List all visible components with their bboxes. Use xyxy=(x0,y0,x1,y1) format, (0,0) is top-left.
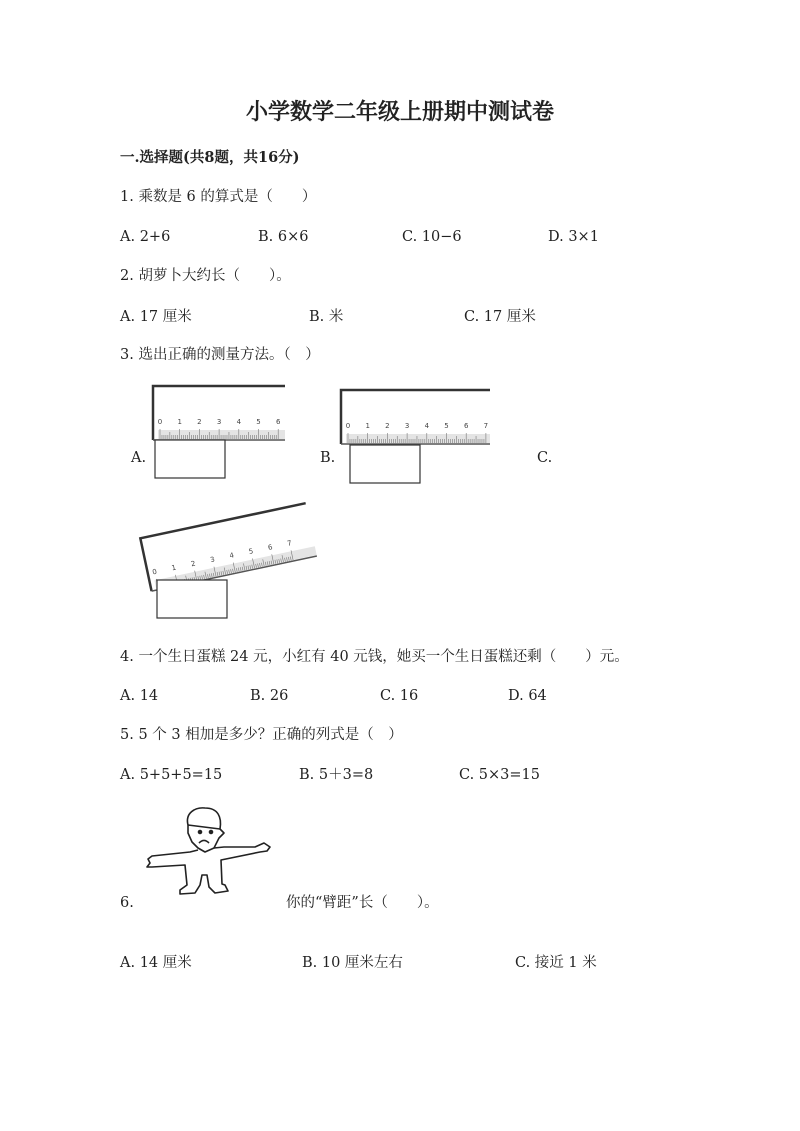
question-6: 你的“臂距”长（ ）。 xyxy=(286,895,439,911)
ruler-scale-band xyxy=(158,430,285,439)
option-6a: A. 14 厘米 xyxy=(120,955,192,971)
ruler xyxy=(153,386,285,440)
ruler-label: 2 xyxy=(190,559,197,569)
ruler xyxy=(341,390,490,444)
option-1c: C. 10−6 xyxy=(402,229,462,245)
ruler-label: 3 xyxy=(216,418,222,426)
ruler-label: 5 xyxy=(444,422,449,430)
ruler-label: 4 xyxy=(424,422,430,430)
option-2a: A. 17 厘米 xyxy=(120,309,192,325)
option-3b: B. xyxy=(320,450,336,466)
ruler-label: 3 xyxy=(404,422,410,430)
ruler xyxy=(140,503,317,591)
question-4: 4. 一个生日蛋糕 24 元，小红有 40 元钱，她买一个生日蛋糕还剩（ ）元。 xyxy=(120,649,629,665)
question-1: 1. 乘数是 6 的算式是（ ） xyxy=(120,189,317,205)
measured-rectangle xyxy=(350,445,420,483)
ruler-label: 5 xyxy=(248,547,255,556)
measured-rectangle xyxy=(157,580,227,618)
ruler-label: 5 xyxy=(256,418,261,426)
measured-rectangle xyxy=(155,440,225,478)
option-3c: C. xyxy=(537,450,553,466)
option-2b: B. 米 xyxy=(309,309,344,325)
ruler-label: 4 xyxy=(236,418,242,426)
ruler-label: 0 xyxy=(345,422,351,430)
option-1d: D. 3×1 xyxy=(548,229,599,245)
question-3: 3. 选出正确的测量方法。（ ） xyxy=(120,347,320,363)
ruler-label: 3 xyxy=(209,555,216,565)
ruler-label: 1 xyxy=(365,422,370,430)
option-5a: A. 5+5+5=15 xyxy=(120,767,223,783)
ruler-image-b xyxy=(338,388,493,488)
ruler-label: 2 xyxy=(197,418,202,426)
ruler-label: 6 xyxy=(275,418,281,426)
ruler-label: 7 xyxy=(286,539,293,548)
option-1b: B. 6×6 xyxy=(258,229,309,245)
ruler-image-a xyxy=(150,384,290,484)
option-2c: C. 17 厘米 xyxy=(464,309,536,325)
ruler-label: 0 xyxy=(151,567,158,577)
option-4c: C. 16 xyxy=(380,688,419,704)
ruler-label: 6 xyxy=(463,422,469,430)
option-4b: B. 26 xyxy=(250,688,289,704)
ruler-label: 1 xyxy=(170,563,177,573)
child-arm-span-drawing xyxy=(140,805,280,900)
ruler-label: 6 xyxy=(267,543,274,552)
option-4a: A. 14 xyxy=(120,688,159,704)
option-1a: A. 2+6 xyxy=(120,229,171,245)
option-4d: D. 64 xyxy=(508,688,547,704)
page-title: 小学数学二年级上册期中测试卷 xyxy=(245,99,554,125)
question-2: 2. 胡萝卜大约长（ ）。 xyxy=(120,268,291,284)
option-5b: B. 5＋3=8 xyxy=(299,767,374,783)
option-6c: C. 接近 1 米 xyxy=(515,955,597,971)
ruler-label: 4 xyxy=(228,551,235,561)
option-3a: A. xyxy=(131,450,147,466)
option-6b: B. 10 厘米左右 xyxy=(302,955,403,971)
ruler-image-c xyxy=(135,505,310,625)
section-heading: 一.选择题(共8题，共16分) xyxy=(120,149,300,166)
ruler-label: 0 xyxy=(157,418,163,426)
ruler-label: 2 xyxy=(385,422,390,430)
option-5c: C. 5×3=15 xyxy=(459,767,540,783)
question-5: 5. 5 个 3 相加是多少？正确的列式是（ ） xyxy=(120,727,403,743)
question-6-number: 6. xyxy=(120,895,134,911)
ruler-label: 1 xyxy=(177,418,182,426)
ruler-label: 7 xyxy=(483,422,489,430)
